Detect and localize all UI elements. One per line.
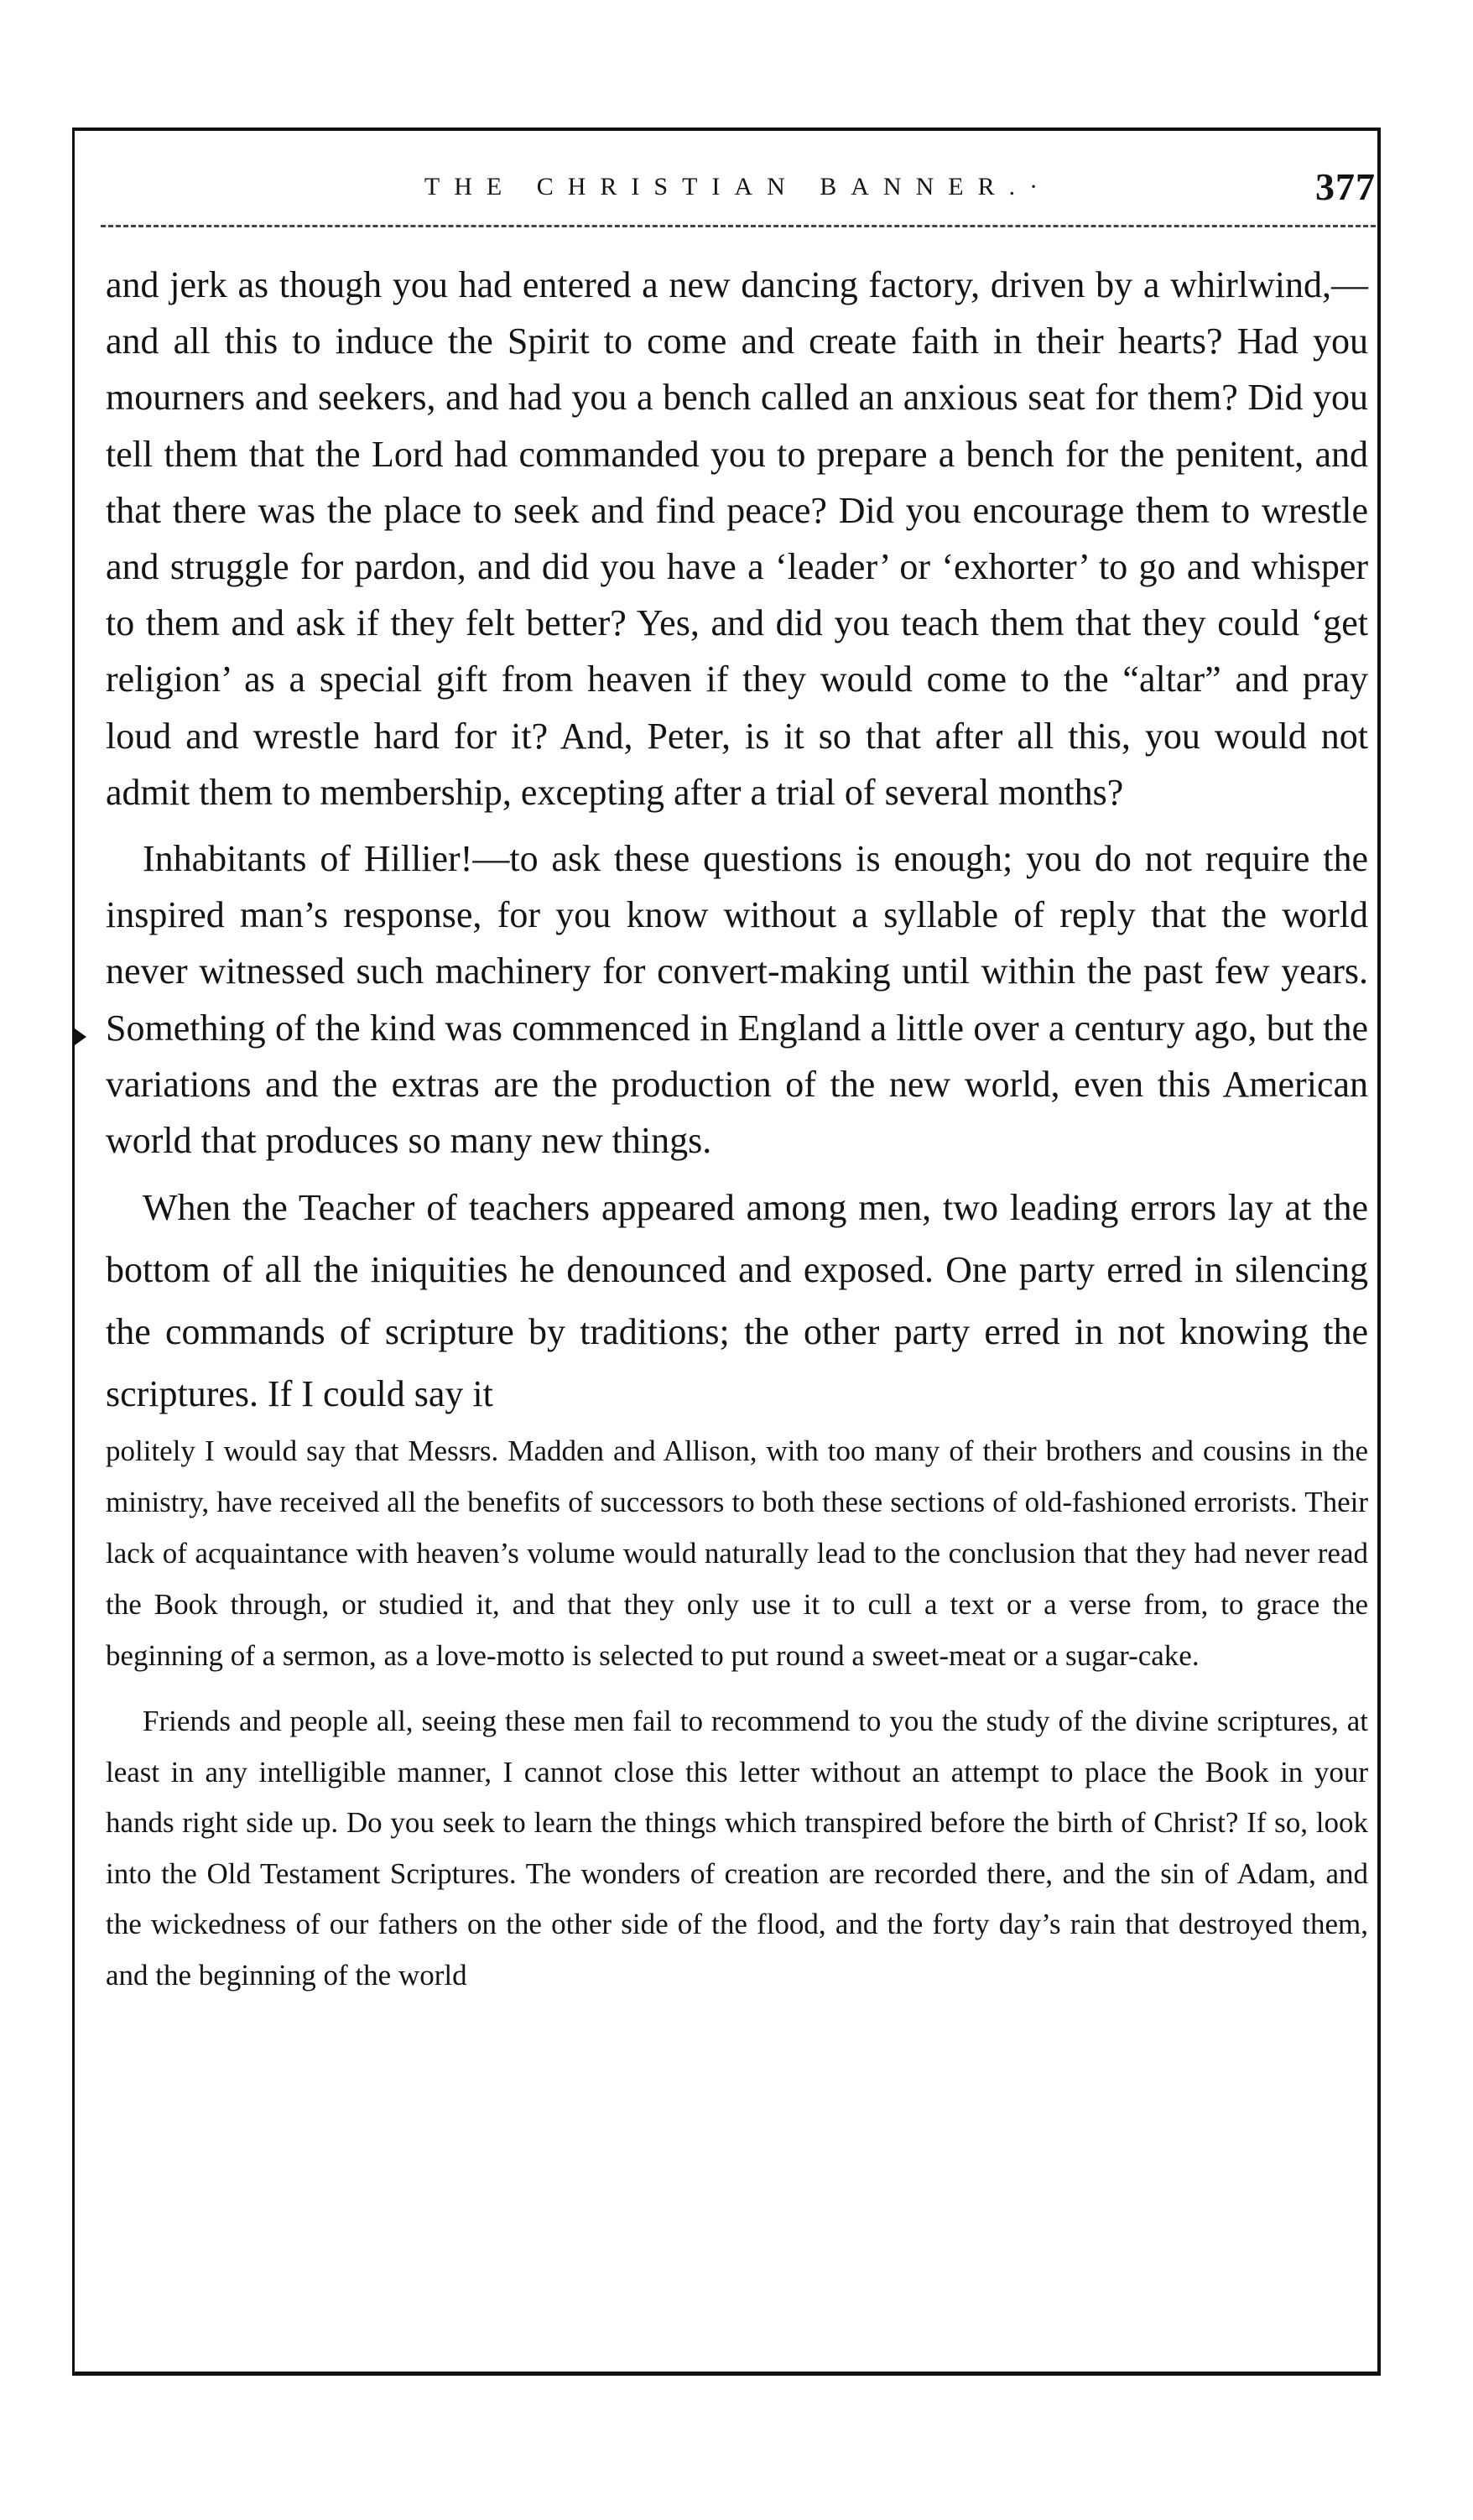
paragraph: and jerk as though you had entered a new dancing factory, driven by a whirlwind,—and all this to induce the Spirit to come and create faith in their hearts? Had you mourners and seekers, and had you a bench called an anxious seat for them? Did you tell them that the Lord had commanded you to prepare a bench for the penitent, and that there was the place to seek and find peace? Did you encourage them to wrestle and struggle for pardon, and did you have a ‘leader’ or ‘exhorter’ to go and whisper to them and ask if they felt better? Yes, and did you teach them that they could ‘get religion’ as a special gift from heaven if they would come to the “altar” and pray loud and wrestle hard for it? And, Peter, is it so that after all this, you would not admit them to membership, excepting after a trial of several months? [106,264,1368,813]
page-number: 377 [1315,165,1376,208]
running-head [101,165,1376,223]
header-rule [101,225,1376,227]
paragraph: When the Teacher of teachers appeared among men, two leading errors lay at the bottom of all the iniquities he denounced and exposed. One party erred in silencing the commands of scripture by traditions; the other party erred in not knowing the scriptures. If I could say it [106,1187,1368,1415]
paragraph: Inhabitants of Hillier!—to ask these questions is enough; you do not require the inspired man’s response, for you know without a syllable of reply that the world never witnessed such machinery for convert-making until within the past few years. Something of the kind was commenced in England a little over a century ago, but the variations and the extras are the production of the new world, even this American world that produces so many new things. [106,838,1368,1162]
paragraph: politely I would say that Messrs. Madden and Allison, with too many of their brothers and cousins in the ministry, have received all the benefits of successors to both these sections of old-fashioned errorists. Their lack of acquaintance with heaven’s volume would naturally lead to the conclusion that they had never read the Book through, or studied it, and that they only use it to cull a text or a verse from, to grace the beginning of a sermon, as a love-motto is selected to put round a sweet-meat or a sugar-cake. [106,1434,1368,1673]
running-title: THE CHRISTIAN BANNER.· [424,173,1053,200]
margin-arrow-mark [75,1028,86,1045]
paragraph: Friends and people all, seeing these men fail to recommend to you the study of the divine scriptures, at least in any intelligible manner, I cannot close this letter without an attempt to place the Book in your hands right side up. Do you seek to learn the things which transpired before the birth of Christ? If so, look into the Old Testament Scriptures. The wonders of creation are recorded there, and the sin of Adam, and the wickedness of our fathers on the other side of the flood, and the forty day’s rain that destroyed them, and the beginning of the world [106,1705,1368,1992]
article-body [106,257,1368,2001]
